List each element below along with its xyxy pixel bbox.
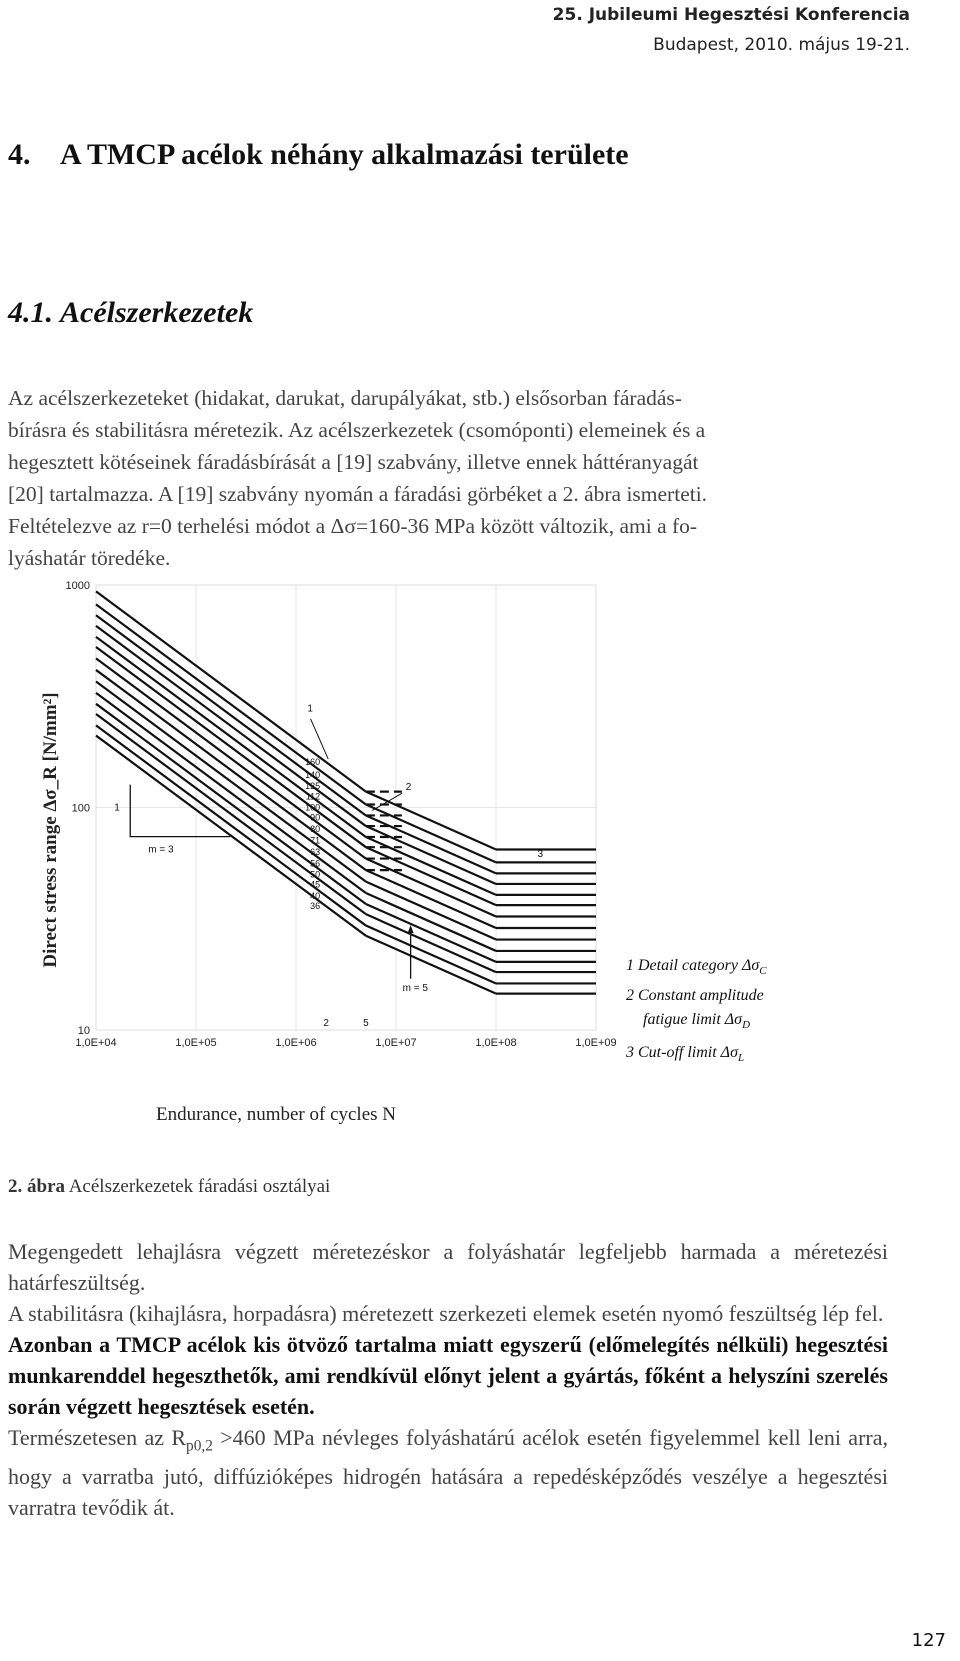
curve-segment-m5 xyxy=(366,815,496,873)
curve-segment-m3 xyxy=(96,647,366,847)
legend-entry: 2 Constant amplitude xyxy=(626,987,764,1004)
page-number: 127 xyxy=(911,1630,946,1651)
curve-segment-m5 xyxy=(366,904,496,962)
curve-segment-m3 xyxy=(96,736,366,936)
paragraph-sentence: Megengedett lehajlásra végzett méretezéskor a folyáshatár legfeljebb harmada a méretezési határfeszültség. xyxy=(8,1239,888,1295)
curve-segment-m3 xyxy=(96,658,366,858)
curve-segment-m5 xyxy=(366,792,496,850)
section-title: A TMCP acélok néhány alkalmazási területe xyxy=(60,138,629,171)
subsection-number: 4.1. xyxy=(8,296,53,329)
caption-text: Acélszerkezetek fáradási osztályai xyxy=(65,1176,331,1197)
curve-segment-m3 xyxy=(96,693,366,893)
curve-segment-m3 xyxy=(96,704,366,904)
curve-segment-m3 xyxy=(96,681,366,881)
legend-entry: 3 Cut-off limit $\Delta\sigma_L$ xyxy=(626,1044,745,1064)
category-label: 40 xyxy=(310,891,321,902)
subscript: p0,2 xyxy=(186,1437,213,1455)
slope-arrowhead-m5 xyxy=(408,925,414,933)
y-tick-label: 100 xyxy=(71,802,90,815)
category-label: 160 xyxy=(305,757,321,768)
curve-segment-m5 xyxy=(366,936,496,994)
slope-label-m3: m = 3 xyxy=(148,844,174,856)
conference-date: Budapest, 2010. május 19-21. xyxy=(653,35,910,55)
x-tick-label: 1,0E+06 xyxy=(275,1037,317,1049)
x-marker-label: 5 xyxy=(363,1018,369,1029)
curve-segment-m3 xyxy=(96,626,366,826)
paragraph-line: Feltételezve az r=0 terhelési módot a Δσ=160-36 MPa között változik, ami a fo- xyxy=(8,514,698,538)
category-label: 80 xyxy=(310,824,321,835)
curve-segment-m5 xyxy=(366,859,496,917)
category-label: 100 xyxy=(305,802,321,813)
paragraph-body xyxy=(8,1236,888,1523)
y-axis-label: Direct stress range Δσ_R [N/mm²] xyxy=(40,692,61,968)
chart-curves xyxy=(96,591,596,993)
curve-segment-m5 xyxy=(366,870,496,928)
curve-segment-m3 xyxy=(96,670,366,870)
category-label: 45 xyxy=(310,879,321,890)
subsection-title: Acélszerkezetek xyxy=(60,296,254,329)
x-tick-label: 1,0E+09 xyxy=(575,1037,617,1049)
paragraph-intro xyxy=(8,382,888,574)
figure-caption xyxy=(8,1176,330,1198)
category-label: 71 xyxy=(310,835,321,846)
category-label: 56 xyxy=(310,858,321,869)
curve-segment-m5 xyxy=(366,882,496,940)
category-label: 90 xyxy=(310,812,321,823)
category-label: 36 xyxy=(310,901,321,912)
category-label: 140 xyxy=(305,769,321,780)
x-tick-label: 1,0E+08 xyxy=(475,1037,517,1049)
curve-segment-m3 xyxy=(96,604,366,804)
fatigue-curves-chart xyxy=(36,580,856,1140)
text-fragment: Természetesen az R xyxy=(8,1425,186,1450)
paragraph-sentence-bold: Azonban a TMCP acélok kis ötvöző tartalma miatt egyszerű (előmelegítés nélküli) hegesztési munkarenddel hegeszthetők, ami rendkívül előnyt jelent a gyártás, főként a helyszíni szerelés során végzett hegesztések esetén. xyxy=(8,1332,888,1419)
x-tick-label: 1,0E+04 xyxy=(75,1037,117,1049)
caption-label: 2. ábra xyxy=(8,1176,65,1197)
paragraph-line: [20] tartalmazza. A [19] szabvány nyomán a fáradási görbéket a 2. ábra ismerteti. xyxy=(8,482,708,506)
chart-labels xyxy=(66,580,768,1064)
category-label: 125 xyxy=(305,780,321,791)
annotation-label: 2 xyxy=(405,781,412,793)
y-tick-label: 1000 xyxy=(65,580,90,592)
subsection-heading xyxy=(8,296,253,330)
curve-segment-m3 xyxy=(96,637,366,837)
annotation-label: 3 xyxy=(537,848,544,860)
curve-segment-m5 xyxy=(366,837,496,895)
conference-title: 25. Jubileumi Hegesztési Konferencia xyxy=(552,5,910,25)
curve-segment-m5 xyxy=(366,805,496,863)
x-tick-label: 1,0E+05 xyxy=(175,1037,217,1049)
paragraph-line: Az acélszerkezeteket (hidakat, darukat, darupályákat, stb.) elsősorban fáradás- xyxy=(8,386,682,410)
category-label: 63 xyxy=(310,847,321,858)
legend-entry: 1 Detail category $\Delta\sigma_C$ xyxy=(626,957,767,977)
category-label: 50 xyxy=(310,869,321,880)
paragraph-sentence: A stabilitásra (kihajlásra, horpadásra) méretezett szerkezeti elemek esetén nyomó feszültség lép fel. xyxy=(8,1301,884,1326)
chart-grid xyxy=(96,585,596,1030)
paragraph-line: hegesztett kötéseinek fáradásbírását a [19] szabvány, illetve ennek háttéranyagát xyxy=(8,450,699,474)
slope-label-m5: m = 5 xyxy=(402,982,428,994)
y-tick-label: 10 xyxy=(77,1025,90,1037)
conference-header xyxy=(553,0,910,60)
section-number: 4. xyxy=(8,138,31,171)
annotation-label: 1 xyxy=(114,802,120,814)
legend-entry-continued: fatigue limit $\Delta\sigma_D$ xyxy=(643,1011,751,1031)
text-fragment: >460 MPa névleges folyáshatárú acélok esetén figyelemmel kell leni arra, hogy a varratba jutó, diffúzióképes hidrogén hatására a repedésképződés veszélye a hegesztési varratra tevődik át. xyxy=(8,1425,888,1521)
paragraph-line: bírásra és stabilitásra méretezik. Az acélszerkezetek (csomóponti) elemeinek és a xyxy=(8,418,706,442)
curve-segment-m3 xyxy=(96,714,366,914)
curve-segment-m3 xyxy=(96,725,366,925)
x-axis-label: Endurance, number of cycles N xyxy=(155,1104,397,1125)
curve-segment-m3 xyxy=(96,615,366,815)
category-label: 112 xyxy=(305,791,321,802)
annotation-label: 1 xyxy=(307,703,313,715)
x-tick-label: 1,0E+07 xyxy=(375,1037,417,1049)
paragraph-sentence xyxy=(8,1422,888,1523)
section-heading xyxy=(8,138,629,172)
paragraph-line: lyáshatár töredéke. xyxy=(8,546,171,570)
curve-segment-m3 xyxy=(96,591,366,791)
curve-segment-m5 xyxy=(366,926,496,984)
x-marker-label: 2 xyxy=(323,1018,329,1029)
